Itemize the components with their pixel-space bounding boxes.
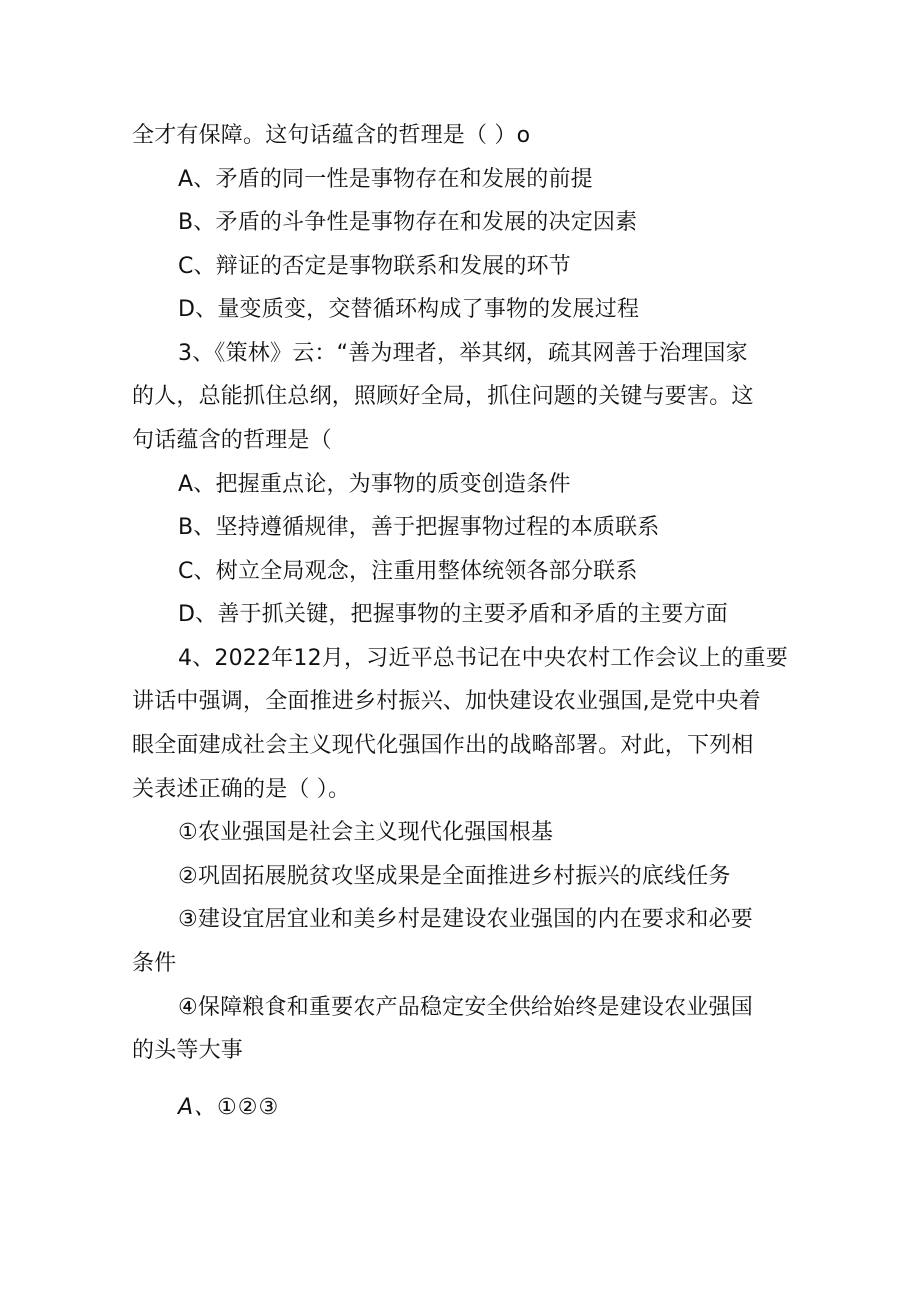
q2-option-b: B、矛盾的斗争性是事物存在和发展的决定因素 [178, 210, 638, 235]
q3-option-c: C、树立全局观念，注重用整体统领各部分联系 [178, 559, 638, 584]
q4-statement-2: ②巩固拓展脱贫攻坚成果是全面推进乡村振兴的底线任务 [178, 864, 731, 889]
q2-stem-tail: 全才有保障。这句话蕴含的哲理是（ ）o [132, 123, 531, 148]
q4-stem-line: 讲话中强调，全面推进乡村振兴、加快建设农业强国,是党中央着 [132, 689, 761, 714]
q4-statement-4-continued: 的头等大事 [132, 1038, 244, 1063]
q4-stem-line: 关表述正确的是（ ）。 [132, 777, 351, 802]
q4-statement-3-continued: 条件 [132, 951, 177, 976]
q3-stem-line: 3、《策林》云：“善为理者，举其纲，疏其网善于治理国家 [178, 341, 748, 366]
q2-option-a: A、矛盾的同一性是事物存在和发展的前提 [178, 167, 593, 192]
q3-option-b: B、坚持遵循规律，善于把握事物过程的本质联系 [178, 515, 660, 540]
q4-stem-line: 眼全面建成社会主义现代化强国作出的战略部署。对此，下列相 [132, 733, 754, 758]
q4-stem-line: 4、2022年12月，习近平总书记在中央农村工作会议上的重要 [178, 646, 788, 671]
q4-statement-1: ①农业强国是社会主义现代化强国根基 [178, 820, 554, 845]
q2-option-c: C、辩证的否定是事物联系和发展的环节 [178, 254, 571, 279]
q2-option-d: D、量变质变，交替循环构成了事物的发展过程 [178, 297, 640, 322]
q3-option-d: D、善于抓关键，把握事物的主要矛盾和矛盾的主要方面 [178, 602, 728, 627]
q4-statement-3: ③建设宜居宜业和美乡村是建设农业强国的内在要求和必要 [178, 907, 753, 932]
q4-answer-option-a: A、①②③ [178, 1095, 280, 1120]
q3-option-a: A、把握重点论，为事物的质变创造条件 [178, 472, 571, 497]
q4-statement-4: ④保障粮食和重要农产品稳定安全供给始终是建设农业强国 [178, 995, 753, 1020]
q3-stem-line: 的人，总能抓住总纲，照顾好全局，抓住问题的关键与要害。这 [132, 384, 754, 409]
q3-stem-line: 句话蕴含的哲理是（ [132, 428, 332, 453]
